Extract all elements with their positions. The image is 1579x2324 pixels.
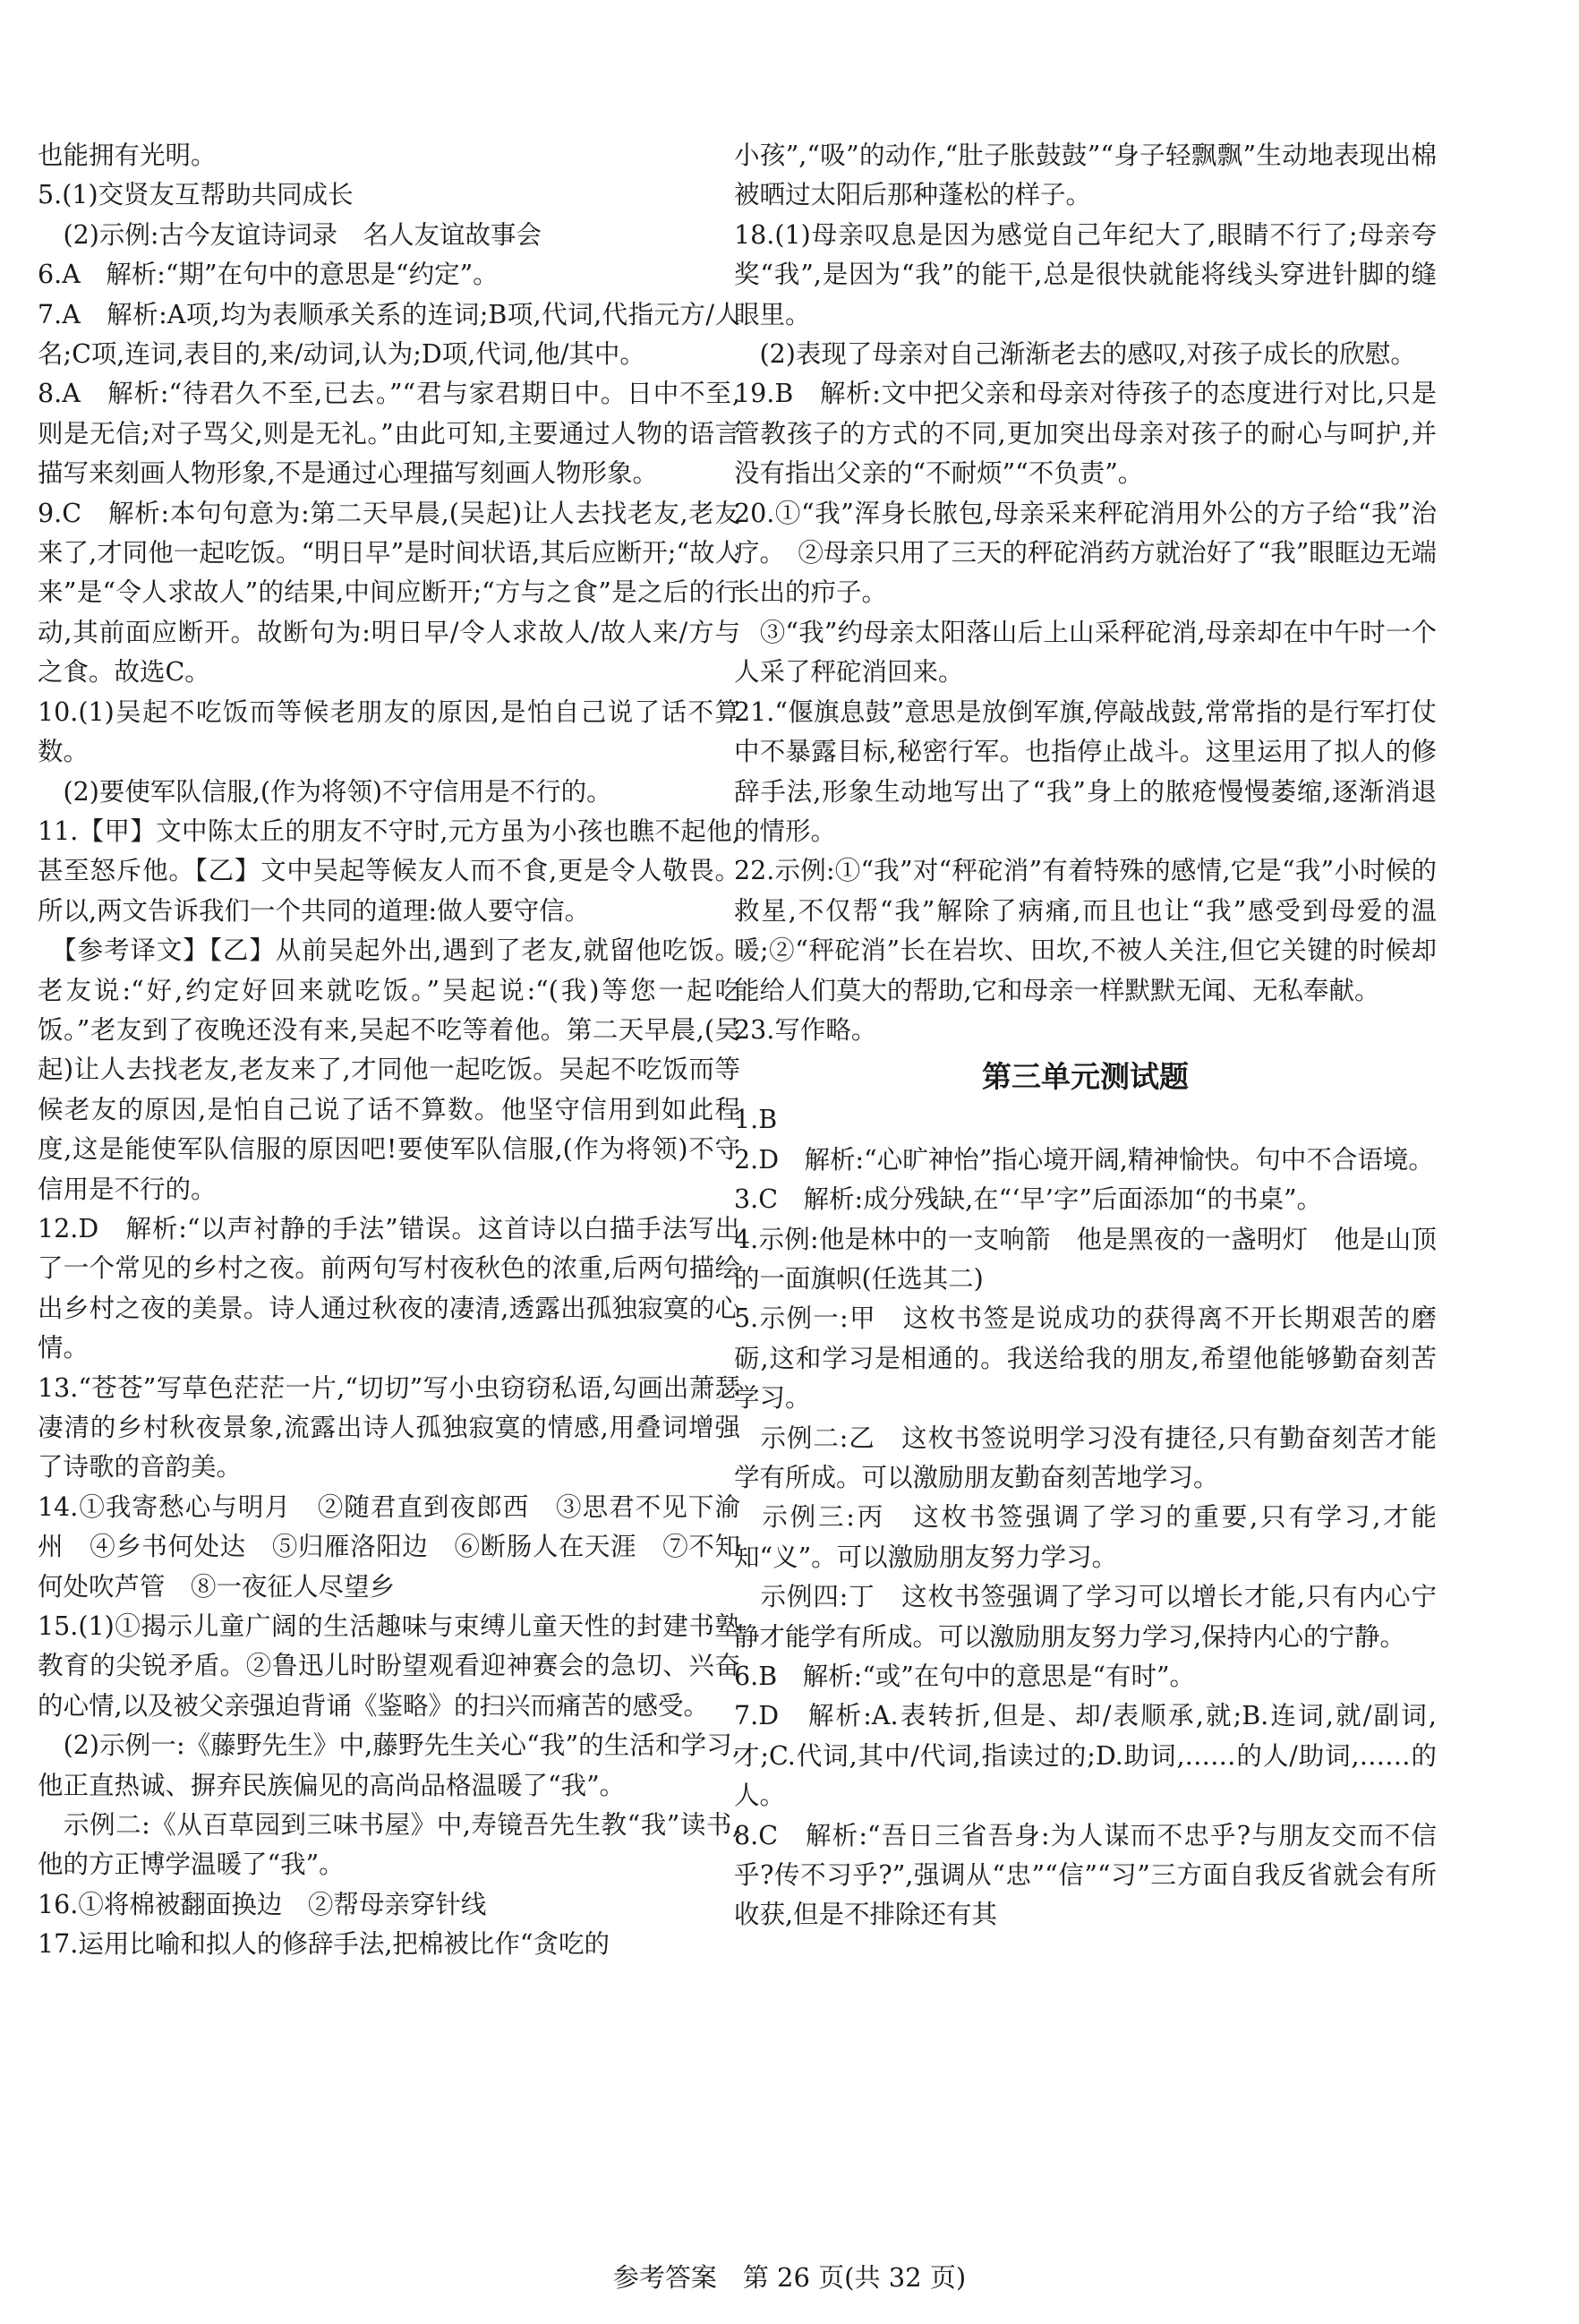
answer-item-15-example-2: 示例二:《从百草园到三味书屋》中,寿镜吾先生教“我”读书,他的方正博学温暖了“我”。 — [38, 1810, 740, 1880]
answer-item-5-1: 5.(1)交贤友互帮助共同成长 — [38, 180, 354, 210]
answer-item-19: 19.B 解析:文中把父亲和母亲对待孩子的态度进行对比,只是管教孩子的方式的不同,更加突出母亲对孩子的耐心与呵护,并没有指出父亲的“不耐烦”“不负责”。 — [734, 379, 1437, 489]
answer-line: 也能拥有光明。 — [38, 141, 217, 170]
unit3-item-2: 2.D 解析:“心旷神怡”指心境开阔,精神愉快。句中不合语境。 — [734, 1144, 1434, 1175]
answer-item-13: 13.“苍苍”写草色茫茫一片,“切切”写小虫窃窃私语,勾画出萧瑟凄清的乡村秋夜景象,流露出诗人孤独寂寞的情感,用叠词增强了诗歌的音韵美。 — [38, 1372, 740, 1482]
answer-item-11: 11.【甲】文中陈太丘的朋友不守时,元方虽为小孩也瞧不起他,甚至怒斥他。【乙】文中吴起等候友人而不食,更是令人敬畏。所以,两文告诉我们一个共同的道理:做人要守信。 — [38, 816, 740, 926]
unit3-item-5-example-1: 5.示例一:甲 这枚书签是说成功的获得离不开长期艰苦的磨砺,这和学习是相通的。我送给我的朋友,希望他能够勤奋刻苦学习。 — [734, 1303, 1437, 1414]
answer-item-18-2: (2)表现了母亲对自己渐渐老去的感叹,对孩子成长的欣慰。 — [734, 339, 1416, 370]
answer-item-21: 21.“偃旗息鼓”意思是放倒军旗,停敲战鼓,常常指的是行军打仗中不暴露目标,秘密行军。也指停止战斗。这里运用了拟人的修辞手法,形象生动地写出了“我”身上的脓疮慢慢萎缩,逐渐消退的情形。 — [734, 696, 1437, 846]
answer-item-20-3: ③“我”约母亲太阳落山后上山采秤砣消,母亲却在中午时一个人采了秤砣消回来。 — [734, 617, 1437, 688]
answer-item-20: 20.①“我”浑身长脓包,母亲采来秤砣消用外公的方子给“我”治疗。 ②母亲只用了三天的秤砣消药方就治好了“我”眼眶边无端长出的疖子。 — [734, 498, 1437, 608]
unit3-item-5-example-3: 示例三:丙 这枚书签强调了学习的重要,只有学习,才能知“义”。可以激励朋友努力学习。 — [734, 1502, 1437, 1572]
answer-item-17: 17.运用比喻和拟人的修辞手法,把棉被比作“贪吃的 — [38, 1929, 610, 1960]
unit3-item-3: 3.C 解析:成分残缺,在“‘早’字”后面添加“的书桌”。 — [734, 1184, 1323, 1215]
answer-item-5-2: (2)示例:古今友谊诗词录 名人友谊故事会 — [38, 219, 542, 250]
unit3-item-7: 7.D 解析:A.表转折,但是、却/表顺承,就;B.连词,就/副词,才;C.代词,其中/代词,指读过的;D.助词,……的人/助词,……的人。 — [734, 1701, 1437, 1811]
answer-item-22: 22.示例:①“我”对“秤砣消”有着特殊的感情,它是“我”小时候的救星,不仅帮“我”解除了病痛,而且也让“我”感受到母爱的温暖;②“秤砣消”长在岩坎、田坎,不被人关注,但它关键的时候却能给人们莫大的帮助,它和母亲一样默默无闻、无私奉献。 — [734, 856, 1437, 1005]
left-column — [38, 136, 740, 1965]
unit3-item-5-example-4: 示例四:丁 这枚书签强调了学习可以增长才能,只有内心宁静才能学有所成。可以激励朋友努力学习,保持内心的宁静。 — [734, 1582, 1437, 1652]
answer-item-10-2: (2)要使军队信服,(作为将领)不守信用是不行的。 — [38, 776, 612, 807]
section-title: 第三单元测试题 — [982, 1059, 1189, 1095]
answer-item-8: 8.A 解析:“待君久不至,已去。”“君与家君期日中。日中不至,则是无信;对子骂父,则是无礼。”由此可知,主要通过人物的语言描写来刻画人物形象,不是通过心理描写刻画人物形象。 — [38, 379, 740, 489]
answer-item-12: 12.D 解析:“以声衬静的手法”错误。这首诗以白描手法写出了一个常见的乡村之夜。前两句写村夜秋色的浓重,后两句描绘出乡村之夜的美景。诗人通过秋夜的凄清,透露出孤独寂寞的心情。 — [38, 1213, 740, 1363]
right-column — [734, 136, 1437, 1935]
unit3-item-5-example-2: 示例二:乙 这枚书签说明学习没有捷径,只有勤奋刻苦才能学有所成。可以激励朋友勤奋刻苦地学习。 — [734, 1423, 1437, 1492]
answer-item-18-1: 18.(1)母亲叹息是因为感觉自己年纪大了,眼睛不行了;母亲夸奖“我”,是因为“我”的能干,总是很快就能将线头穿进针脚的缝眼里。 — [734, 219, 1437, 329]
answer-item-14: 14.①我寄愁心与明月 ②随君直到夜郎西 ③思君不见下渝州 ④乡书何处达 ⑤归雁洛阳边 ⑥断肠人在天涯 ⑦不知何处吹芦管 ⑧一夜征人尽望乡 — [38, 1491, 740, 1602]
unit3-item-8: 8.C 解析:“吾日三省吾身:为人谋而不忠乎?与朋友交而不信乎?传不习乎?”,强调从“忠”“信”“习”三方面自我反省就会有所收获,但是不排除还有其 — [734, 1820, 1437, 1930]
answer-item-9: 9.C 解析:本句句意为:第二天早晨,(吴起)让人去找老友,老友来了,才同他一起吃饭。“明日早”是时间状语,其后应断开;“故人来”是“令人求故人”的结果,中间应断开;“方与之食”是之后的行动,其前面应断开。故断句为:明日早/令人求故人/故人来/方与之食。故选C。 — [38, 498, 740, 688]
answer-item-10-1: 10.(1)吴起不吃饭而等候老朋友的原因,是怕自己说了话不算数。 — [38, 696, 740, 767]
answer-item-16: 16.①将棉被翻面换边 ②帮母亲穿针线 — [38, 1889, 487, 1919]
unit3-item-1: 1.B — [734, 1105, 778, 1135]
page-footer: 参考答案 第 26 页(共 32 页) — [612, 2262, 967, 2293]
answer-item-6: 6.A 解析:“期”在句中的意思是“约定”。 — [38, 260, 499, 290]
unit3-item-6: 6.B 解析:“或”在句中的意思是“有时”。 — [734, 1662, 1196, 1692]
answer-item-17-cont: 小孩”,“吸”的动作,“肚子胀鼓鼓”“身子轻飘飘”生动地表现出棉被晒过太阳后那种蓬松的样子。 — [734, 141, 1437, 210]
reference-translation: 【参考译文】【乙】从前吴起外出,遇到了老友,就留他吃饭。老友说:“好,约定好回来就吃饭。”吴起说:“(我)等您一起吃饭。”老友到了夜晚还没有来,吴起不吃等着他。第二天早晨,(吴起)让人去找老友,老友来了,才同他一起吃饭。吴起不吃饭而等候老友的原因,是怕自己说了话不算数。他坚守信用到如此程度,这是能使军队信服的原因吧!要使军队信服,(作为将领)不守信用是不行的。 — [38, 936, 740, 1204]
answer-item-15-2: (2)示例一:《藤野先生》中,藤野先生关心“我”的生活和学习,他正直热诚、摒弃民族偏见的高尚品格温暖了“我”。 — [38, 1730, 740, 1800]
answer-item-23: 23.写作略。 — [734, 1014, 877, 1045]
answer-item-15-1: 15.(1)①揭示儿童广阔的生活趣味与束缚儿童天性的封建书塾教育的尖锐矛盾。②鲁迅儿时盼望观看迎神赛会的急切、兴奋的心情,以及被父亲强迫背诵《鉴略》的扫兴而痛苦的感受。 — [38, 1611, 740, 1721]
answer-item-7: 7.A 解析:A项,均为表顺承关系的连词;B项,代词,代指元方/人名;C项,连词,表目的,来/动词,认为;D项,代词,他/其中。 — [38, 299, 740, 370]
unit3-item-4: 4.示例:他是林中的一支响箭 他是黑夜的一盏明灯 他是山顶的一面旗帜(任选其二) — [734, 1224, 1437, 1294]
